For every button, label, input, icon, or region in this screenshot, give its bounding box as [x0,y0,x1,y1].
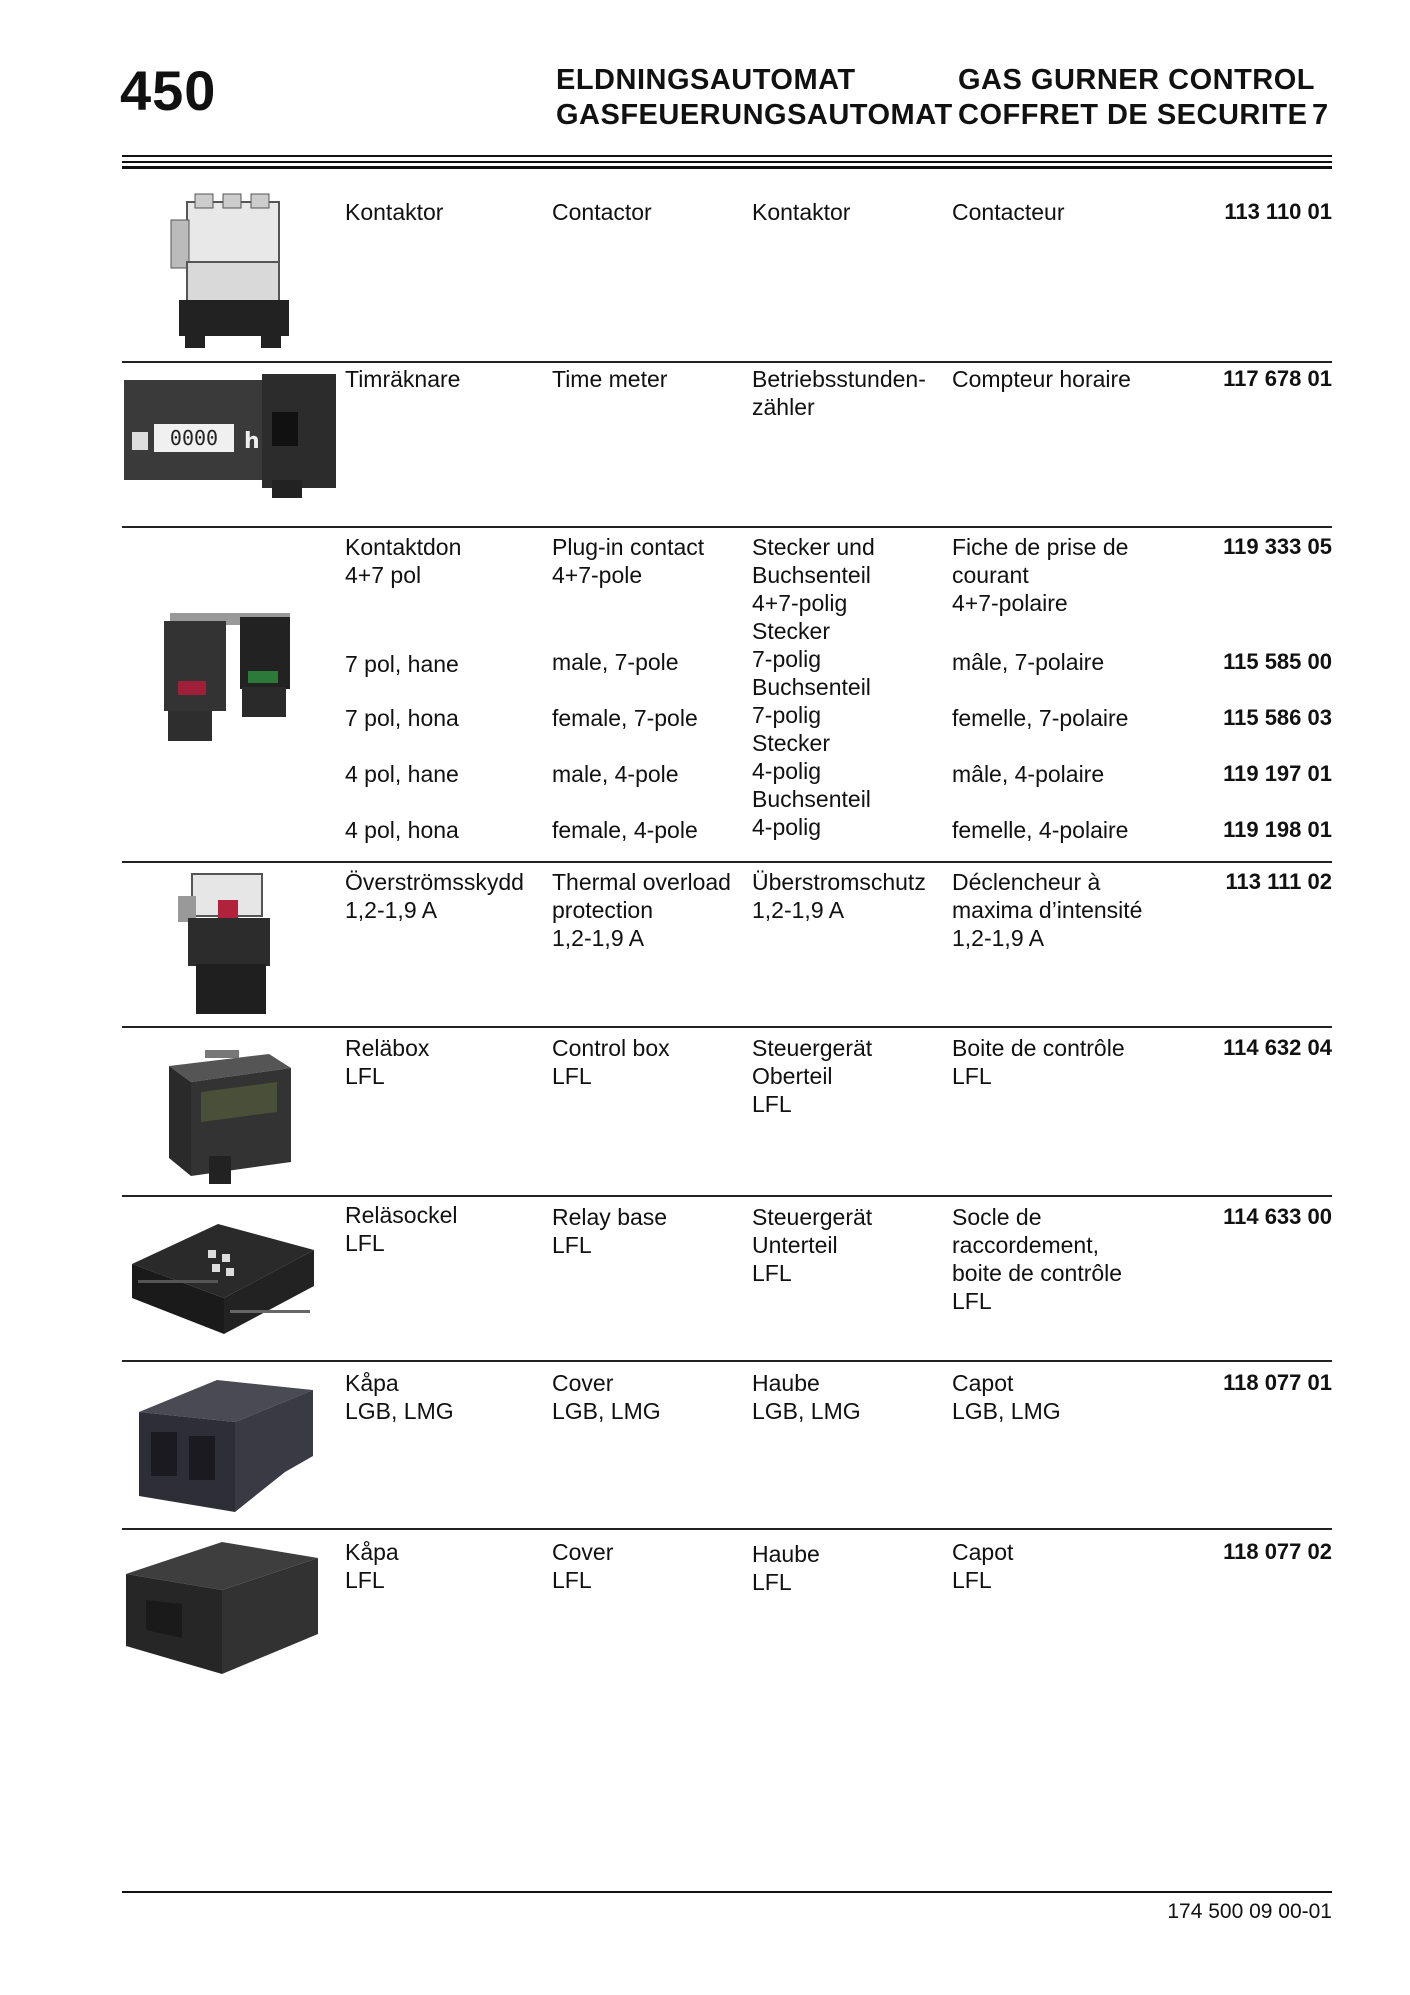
cover-lgb-label-sv-2: LGB, LMG [345,1398,454,1424]
title-french: COFFRET DE SECURITE [958,99,1308,131]
overload-label-sv-1: Överströmsskydd [345,869,524,895]
plug-variant-en: female, 4-pole [552,817,698,843]
plug-variant-part-number: 119 198 01 [1223,817,1332,842]
row-divider [122,1195,1332,1197]
plug-variant-part-number: 119 197 01 [1223,761,1332,786]
overload-label-en-1: Thermal overload [552,869,731,895]
overload-label-fr-3: 1,2-1,9 A [952,925,1045,951]
cover-lgb-label-sv-1: Kåpa [345,1370,399,1396]
overload-label-en-3: 1,2-1,9 A [552,925,645,951]
control-box-label-sv-2: LFL [345,1063,385,1089]
contactor-label-sv: Kontaktor [345,199,444,225]
relay-base-label-de-1: Steuergerät [752,1204,873,1230]
cover-lfl-label-fr-1: Capot [952,1539,1014,1565]
page-number: 450 [120,59,217,122]
time-meter-label-en: Time meter [552,366,668,392]
time-meter-image [122,372,344,500]
contactor-part-number: 113 110 01 [1224,199,1332,224]
control-box-part-number: 114 632 04 [1223,1035,1332,1060]
overload-label-en-2: protection [552,897,654,923]
plug-variant-sv: 7 pol, hane [345,651,459,677]
cover-lgb-part-number: 118 077 01 [1223,1370,1332,1395]
thermal-overload-image [178,868,278,1020]
plug-variant-sv: 7 pol, hona [345,705,459,731]
row-divider [122,361,1332,363]
relay-base-image [128,1220,318,1338]
relay-base-label-fr-1: Socle de [952,1204,1042,1230]
relay-base-part-number: 114 633 00 [1223,1204,1332,1229]
plug-label-de-3: 4+7-polig [752,590,848,616]
overload-label-fr-1: Déclencheur à [952,869,1101,895]
plug-variant-sv: 4 pol, hane [345,761,459,787]
header-rule-top [122,155,1332,157]
row-divider [122,1360,1332,1362]
relay-base-label-fr-3: boite de contrôle [952,1260,1123,1286]
relay-base-label-de-3: LFL [752,1260,792,1286]
plug-variant-de-2: 7-polig [752,646,822,672]
control-box-label-fr-2: LFL [952,1063,992,1089]
title-english: GAS GURNER CONTROL [958,64,1315,96]
control-box-label-de-3: LFL [752,1091,792,1117]
cover-lgb-label-de-1: Haube [752,1370,820,1396]
overload-label-de-1: Überstromschutz [752,869,926,895]
relay-base-label-en-1: Relay base [552,1204,668,1230]
document-code: 174 500 09 00-01 [1167,1900,1332,1923]
control-box-label-sv-1: Reläbox [345,1035,430,1061]
relay-base-label-fr-4: LFL [952,1288,992,1314]
plug-variant-en: male, 4-pole [552,761,679,787]
row-divider [122,861,1332,863]
cover-lgb-label-de-2: LGB, LMG [752,1398,861,1424]
plug-label-fr-2: courant [952,562,1029,588]
plug-variant-de-2: 7-polig [752,702,822,728]
relay-base-label-sv-2: LFL [345,1230,385,1256]
plug-variant-fr: mâle, 7-polaire [952,649,1105,675]
plug-variant-sv: 4 pol, hona [345,817,459,843]
plug-label-de-2: Buchsenteil [752,562,871,588]
plug-label-fr-3: 4+7-polaire [952,590,1068,616]
cover-lfl-image [122,1538,322,1678]
plug-variant-fr: femelle, 4-polaire [952,817,1129,843]
cover-lfl-label-sv-2: LFL [345,1567,385,1593]
cover-lgb-label-fr-1: Capot [952,1370,1014,1396]
overload-label-sv-2: 1,2-1,9 A [345,897,438,923]
title-german: GASFEUERUNGSAUTOMAT [556,99,953,131]
plug-label-sv-2: 4+7 pol [345,562,422,588]
plug-variant-de-1: Stecker [752,730,830,756]
plug-variant-fr: mâle, 4-polaire [952,761,1105,787]
cover-lgb-label-en-2: LGB, LMG [552,1398,661,1424]
cover-lfl-label-de-2: LFL [752,1569,792,1595]
cover-lfl-label-sv-1: Kåpa [345,1539,399,1565]
cover-lfl-label-de-1: Haube [752,1541,820,1567]
time-meter-label-sv: Timräknare [345,366,461,392]
relay-base-label-de-2: Unterteil [752,1232,838,1258]
contactor-label-en: Contactor [552,199,652,225]
plug-variant-part-number: 115 586 03 [1223,705,1332,730]
plug-part-number: 119 333 05 [1223,534,1332,559]
overload-label-fr-2: maxima d’intensité [952,897,1143,923]
section-number: 7 [1312,99,1329,131]
plug-variant-fr: femelle, 7-polaire [952,705,1129,731]
plug-variant-part-number: 115 585 00 [1223,649,1332,674]
plug-variant-en: female, 7-pole [552,705,698,731]
control-box-label-en-1: Control box [552,1035,670,1061]
time-meter-digits: 0000 [169,426,219,450]
relay-base-label-sv-1: Reläsockel [345,1202,458,1228]
time-meter-label-fr: Compteur horaire [952,366,1131,392]
time-meter-part-number: 117 678 01 [1223,366,1332,391]
plug-variant-en: male, 7-pole [552,649,679,675]
time-meter-unit: h [244,429,260,454]
row-divider [122,1528,1332,1530]
contactor-label-fr: Contacteur [952,199,1065,225]
control-box-image [165,1046,295,1186]
cover-lgb-label-fr-2: LGB, LMG [952,1398,1061,1424]
plug-variant-de-2: 4-polig [752,814,822,840]
contactor-image [165,192,305,352]
plug-variant-de-1: Stecker [752,618,830,644]
control-box-label-de-2: Oberteil [752,1063,833,1089]
plug-label-de-1: Stecker und [752,534,875,560]
time-meter-label-de-2: zähler [752,394,815,420]
cover-lfl-label-fr-2: LFL [952,1567,992,1593]
plug-label-en-1: Plug-in contact [552,534,705,560]
plug-variant-de-2: 4-polig [752,758,822,784]
contactor-label-de: Kontaktor [752,199,851,225]
cover-lfl-label-en-2: LFL [552,1567,592,1593]
relay-base-label-en-2: LFL [552,1232,592,1258]
cover-lfl-part-number: 118 077 02 [1223,1539,1332,1564]
control-box-label-fr-1: Boite de contrôle [952,1035,1125,1061]
control-box-label-en-2: LFL [552,1063,592,1089]
overload-part-number: 113 111 02 [1225,869,1332,894]
plug-label-en-2: 4+7-pole [552,562,643,588]
plug-variant-de-1: Buchsenteil [752,786,871,812]
cover-lfl-label-en-1: Cover [552,1539,614,1565]
relay-base-label-fr-2: raccordement, [952,1232,1100,1258]
plug-variant-de-1: Buchsenteil [752,674,871,700]
plug-label-fr-1: Fiche de prise de [952,534,1129,560]
footer-rule [122,1891,1332,1893]
control-box-label-de-1: Steuergerät [752,1035,873,1061]
title-swedish: ELDNINGSAUTOMAT [556,64,856,96]
plug-in-contact-image [160,595,295,745]
row-divider [122,1026,1332,1028]
header-rule-middle [122,161,1332,163]
cover-lgb-label-en-1: Cover [552,1370,614,1396]
row-divider [122,526,1332,528]
cover-lgb-lmg-image [135,1376,315,1516]
overload-label-de-2: 1,2-1,9 A [752,897,845,923]
time-meter-label-de-1: Betriebsstunden- [752,366,926,392]
plug-label-sv-1: Kontaktdon [345,534,462,560]
header-rule-bottom [122,166,1332,169]
